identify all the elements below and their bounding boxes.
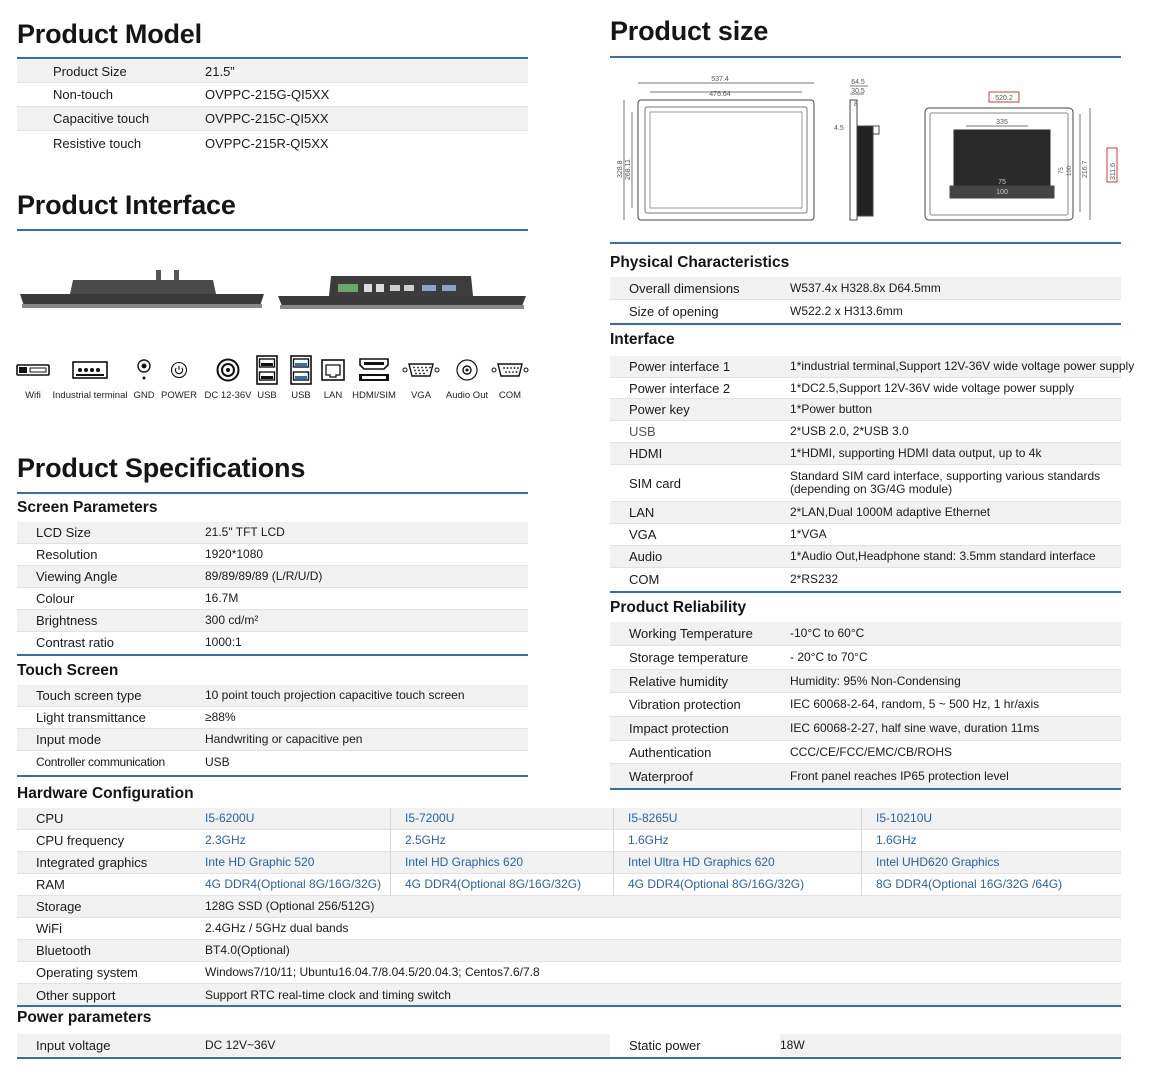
graphics-option-1: Inte HD Graphic 520 — [205, 855, 315, 869]
row-value: W522.2 x H313.6mm — [790, 304, 903, 318]
freq-option-4: 1.6GHz — [876, 833, 917, 847]
product-model-title: Product Model — [17, 19, 202, 49]
row-label: Storage — [36, 899, 82, 914]
port-icon-strip — [16, 352, 536, 412]
port-usb-3 — [288, 352, 314, 401]
ram-option-1: 4G DDR4(Optional 8G/16G/32G) — [205, 877, 382, 891]
lan-port-icon — [321, 359, 345, 381]
row-value: 1*VGA — [790, 527, 827, 541]
port-label: Industrial terminal — [52, 390, 128, 401]
table-row — [610, 764, 1121, 788]
power-button-icon — [170, 361, 188, 379]
row-value: 1*Power button — [790, 402, 873, 416]
hardware-col-separator — [390, 808, 391, 896]
row-label: Authentication — [629, 744, 712, 760]
row-value: 89/89/89/89 (L/R/U/D) — [205, 569, 323, 583]
dc-jack-icon — [216, 358, 240, 382]
row-value: ≥88% — [205, 710, 236, 724]
row-label: CPU — [36, 811, 64, 826]
row-label: VGA — [629, 527, 657, 542]
screen-parameters-heading: Screen Parameters — [17, 499, 158, 516]
row-value: Windows7/10/11; Ubuntu16.04.7/8.04.5/20.04.3; Centos7.6/7.8 — [205, 965, 540, 979]
table-row — [17, 588, 528, 610]
row-label: Working Temperature — [629, 626, 753, 641]
port-label: DC 12-36V — [204, 390, 252, 401]
hardware-col-separator — [613, 808, 614, 896]
row-label: Non-touch — [53, 87, 113, 102]
table-row — [17, 60, 528, 83]
row-label: Product Size — [53, 63, 127, 79]
port-hdmi-sim — [350, 352, 398, 401]
wifi-antenna-icon — [16, 363, 50, 377]
front-view-drawing — [624, 83, 814, 220]
row-label: Touch screen type — [36, 688, 142, 703]
port-label: LAN — [323, 390, 343, 401]
row-value: USB — [205, 755, 230, 769]
port-label: COM — [498, 390, 522, 401]
power-parameters-table — [17, 1034, 1121, 1056]
row-value: Support RTC real-time clock and timing switch — [205, 987, 451, 1002]
touch-screen-table — [17, 685, 528, 774]
table-row — [610, 378, 1121, 399]
row-label: Relative humidity — [629, 673, 728, 689]
interface-table — [610, 356, 1135, 590]
row-value: 21.5” — [205, 63, 235, 79]
audio-jack-icon — [456, 359, 478, 381]
usb3-icon — [290, 355, 312, 385]
row-value: 16.7M — [205, 591, 239, 605]
table-row — [17, 610, 528, 632]
dim-side-depth: 64.5 — [851, 79, 865, 86]
power-parameters-heading: Power parameters — [17, 1009, 152, 1026]
vga-port-icon — [402, 362, 440, 378]
ram-option-4: 8G DDR4(Optional 16G/32G /64G) — [876, 877, 1063, 891]
row-value: W537.4x H328.8x D64.5mm — [790, 280, 941, 295]
hardware-rule — [17, 1005, 1121, 1007]
row-label: Power key — [629, 402, 690, 417]
device-side-view-left — [18, 268, 266, 312]
table-row — [17, 896, 1121, 918]
row-label: Power interface 2 — [629, 380, 731, 396]
row-value: 1920*1080 — [205, 547, 264, 561]
graphics-option-4: Intel UHD620 Graphics — [876, 855, 1000, 869]
row-label: Waterproof — [629, 768, 693, 784]
dim-front-inner-width: 476.64 — [709, 91, 731, 98]
port-dc-jack — [201, 352, 255, 401]
port-com — [490, 352, 530, 401]
physical-characteristics-heading: Physical Characteristics — [610, 254, 790, 271]
row-value: Humidity: 95% Non-Condensing — [790, 673, 961, 688]
reliability-rule — [610, 788, 1121, 790]
row-label: Integrated graphics — [36, 855, 148, 870]
product-reliability-heading: Product Reliability — [610, 599, 747, 616]
table-row — [610, 670, 1121, 693]
ram-option-3: 4G DDR4(Optional 8G/16G/32G) — [628, 877, 805, 891]
row-label: Storage temperature — [629, 650, 749, 665]
dim-back-height: 311.6 — [1110, 163, 1117, 180]
freq-option-3: 1.6GHz — [628, 833, 669, 847]
row-value: Front panel reaches IP65 protection level — [790, 768, 1009, 783]
table-row — [17, 685, 528, 707]
power-rule — [17, 1057, 1121, 1059]
row-value: 128G SSD (Optional 256/512G) — [205, 899, 375, 913]
dim-back-h1: 75 — [998, 179, 1006, 186]
row-value: OVPPC-215R-QI5XX — [205, 135, 329, 151]
graphics-option-2: Intel HD Graphics 620 — [405, 855, 524, 869]
table-row — [17, 632, 528, 653]
screen-parameters-rule — [17, 654, 528, 656]
row-label: Audio — [629, 549, 663, 564]
row-label: Impact protection — [629, 721, 729, 736]
row-label: Input mode — [36, 732, 102, 747]
port-label: HDMI/SIM — [352, 390, 396, 401]
row-label: LCD Size — [36, 525, 91, 540]
row-label: Power interface 1 — [629, 359, 731, 374]
dim-front-width: 537.4 — [711, 76, 729, 83]
usb2-icon — [256, 355, 278, 385]
hardware-configuration-heading: Hardware Configuration — [17, 785, 194, 802]
port-wifi — [16, 352, 50, 401]
ground-screw-icon — [136, 359, 152, 381]
product-size-bottom-rule — [610, 242, 1121, 244]
row-label: COM — [629, 571, 660, 587]
table-row — [610, 568, 1121, 590]
dim-side-small: 8 — [854, 101, 858, 108]
table-row — [17, 962, 1121, 984]
row-label: Colour — [36, 591, 75, 606]
row-value: Standard SIM card interface, supporting various standards (depending on 3G/4G module) — [790, 469, 1101, 496]
row-value: 2.4GHz / 5GHz dual bands — [205, 921, 349, 935]
port-industrial-terminal — [52, 352, 128, 401]
row-value: 10 point touch projection capacitive touch screen — [205, 688, 465, 702]
table-row — [610, 646, 1121, 670]
product-specifications-rule — [17, 492, 528, 494]
port-audio-out — [444, 352, 490, 401]
com-port-icon — [491, 362, 529, 378]
product-model-table — [17, 60, 528, 155]
port-label: Audio Out — [445, 390, 489, 401]
table-row — [610, 421, 1121, 443]
table-row — [610, 300, 1121, 323]
cpu-option-3: I5-8265U — [628, 811, 678, 825]
cpu-option-2: I5-7200U — [405, 811, 455, 825]
port-label: VGA — [410, 390, 432, 401]
table-row — [17, 874, 1121, 896]
touch-screen-heading: Touch Screen — [17, 662, 119, 679]
table-row — [17, 751, 528, 774]
row-value: 2*LAN,Dual 1000M adaptive Ethernet — [790, 505, 991, 519]
row-label: RAM — [36, 877, 65, 892]
table-row — [610, 693, 1121, 717]
dim-back-h2: 100 — [996, 189, 1008, 196]
table-row — [17, 1034, 1121, 1056]
physical-characteristics-table — [610, 277, 1121, 323]
freq-option-1: 2.3GHz — [205, 833, 246, 847]
dim-side-offset: 4.5 — [834, 125, 844, 132]
row-value: 1*Audio Out,Headphone stand: 3.5mm standard interface — [790, 549, 1096, 563]
row-value: 21.5" TFT LCD — [205, 525, 285, 539]
table-row — [17, 83, 528, 107]
row-value: 1*HDMI, supporting HDMI data output, up to 4k — [790, 446, 1042, 460]
product-size-rule — [610, 56, 1121, 58]
product-specifications-title: Product Specifications — [17, 453, 306, 483]
dim-front-height: 328.8 — [617, 160, 624, 178]
row-value: 1000:1 — [205, 635, 242, 649]
port-power — [160, 352, 198, 401]
port-usb-2 — [254, 352, 280, 401]
port-vga — [402, 352, 440, 401]
row-value: 1*DC2.5,Support 12V-36V wide voltage power supply — [790, 380, 1075, 395]
product-size-title: Product size — [610, 16, 769, 46]
hdmi-sim-icon — [357, 356, 391, 384]
row-value: -10°C to 60°C — [790, 626, 865, 640]
row-label: Resistive touch — [53, 135, 142, 151]
row-label: Contrast ratio — [36, 635, 115, 650]
row-value: - 20°C to 70°C — [790, 650, 868, 664]
product-model-rule — [17, 57, 528, 59]
row-label: LAN — [629, 505, 655, 520]
terminal-block-icon — [72, 361, 108, 379]
port-label: USB — [257, 390, 277, 401]
row-label: Controller communication — [36, 755, 165, 769]
row-label: Viewing Angle — [36, 569, 118, 584]
row-label: Vibration protection — [629, 697, 741, 712]
hardware-configuration-table — [17, 808, 1121, 1006]
row-value: IEC 60068-2-64, random, 5 ~ 500 Hz, 1 hr/axis — [790, 697, 1040, 711]
table-row — [610, 443, 1121, 465]
row-label: Size of opening — [629, 304, 719, 319]
table-row — [17, 852, 1121, 874]
table-row — [610, 524, 1121, 546]
dim-back-width: 520.2 — [995, 95, 1013, 102]
table-row — [17, 707, 528, 729]
row-value: IEC 60068-2-27, half sine wave, duration 11ms — [790, 721, 1040, 735]
row-label: Bluetooth — [36, 943, 91, 958]
dim-side-inner: 30.5 — [851, 88, 865, 95]
row-label: Operating system — [36, 965, 138, 980]
port-gnd — [128, 352, 160, 401]
dim-back-h3: 216.7 — [1082, 160, 1089, 178]
row-value: CCC/CE/FCC/EMC/CB/ROHS — [790, 744, 953, 759]
row-label: CPU frequency — [36, 833, 125, 848]
dim-back-v1: 75 — [1059, 167, 1065, 174]
table-row — [17, 131, 528, 155]
graphics-option-3: Intel Ultra HD Graphics 620 — [628, 855, 775, 869]
row-value: DC 12V~36V — [205, 1037, 276, 1052]
product-interface-title: Product Interface — [17, 190, 236, 220]
row-label: USB — [629, 424, 656, 439]
table-row — [17, 544, 528, 566]
dim-back-inner: 335 — [996, 119, 1008, 126]
row-value: Handwriting or capacitive pen — [205, 732, 363, 746]
table-row — [17, 984, 1121, 1006]
row-label: WiFi — [36, 921, 62, 936]
port-label: USB — [291, 390, 311, 401]
row-label: Other support — [36, 987, 116, 1003]
dim-front-inner-height: 268.11 — [625, 159, 632, 180]
row-value: BT4.0(Optional) — [205, 943, 290, 957]
row-label: Light transmittance — [36, 710, 146, 725]
port-lan — [319, 352, 347, 401]
interface-rule — [610, 591, 1121, 593]
table-row — [17, 808, 1121, 830]
table-row — [17, 729, 528, 751]
port-label: GND — [133, 390, 155, 401]
cpu-option-4: I5-10210U — [876, 811, 933, 825]
table-row — [610, 356, 1135, 378]
interface-heading: Interface — [610, 331, 675, 348]
table-row — [610, 399, 1121, 421]
table-row — [610, 277, 1121, 300]
physical-rule — [610, 323, 1121, 325]
table-row — [610, 622, 1121, 646]
table-row — [610, 717, 1121, 741]
table-row — [17, 566, 528, 588]
product-reliability-table — [610, 622, 1121, 788]
row-value: 18W — [780, 1037, 805, 1052]
row-value: 1*industrial terminal,Support 12V-36V wide voltage power supply — [790, 359, 1135, 373]
row-label: HDMI — [629, 446, 663, 461]
row-label: Capacitive touch — [53, 111, 150, 126]
table-row — [610, 465, 1121, 502]
device-side-view-right — [276, 272, 528, 312]
touch-screen-rule — [17, 775, 528, 777]
freq-option-2: 2.5GHz — [405, 833, 446, 847]
hardware-col-separator — [861, 808, 862, 896]
table-row — [17, 918, 1121, 940]
table-row — [17, 107, 528, 131]
row-value: 300 cd/m² — [205, 613, 259, 627]
port-label: POWER — [161, 390, 197, 401]
table-row — [17, 940, 1121, 962]
row-value: OVPPC-215G-QI5XX — [205, 87, 330, 102]
ram-option-2: 4G DDR4(Optional 8G/16G/32G) — [405, 877, 582, 891]
table-row — [17, 830, 1121, 852]
row-label: Input voltage — [36, 1037, 111, 1053]
row-value: OVPPC-215C-QI5XX — [205, 111, 329, 126]
row-value: 2*USB 2.0, 2*USB 3.0 — [790, 424, 909, 438]
row-label: Static power — [610, 1034, 780, 1056]
row-value: 2*RS232 — [790, 571, 839, 586]
port-label: Wifi — [25, 390, 41, 401]
screen-parameters-table — [17, 522, 528, 653]
table-row — [610, 546, 1121, 568]
product-dimension-drawing — [610, 70, 1122, 230]
cpu-option-1: I5-6200U — [205, 811, 255, 825]
table-row — [610, 741, 1121, 764]
row-label: Resolution — [36, 547, 98, 562]
row-label: SIM card — [629, 475, 682, 491]
product-interface-rule — [17, 229, 528, 231]
row-label: Brightness — [36, 613, 98, 628]
dim-back-v2: 100 — [1067, 165, 1073, 176]
table-row — [17, 522, 528, 544]
table-row — [610, 502, 1121, 524]
row-label: Overall dimensions — [629, 280, 740, 296]
